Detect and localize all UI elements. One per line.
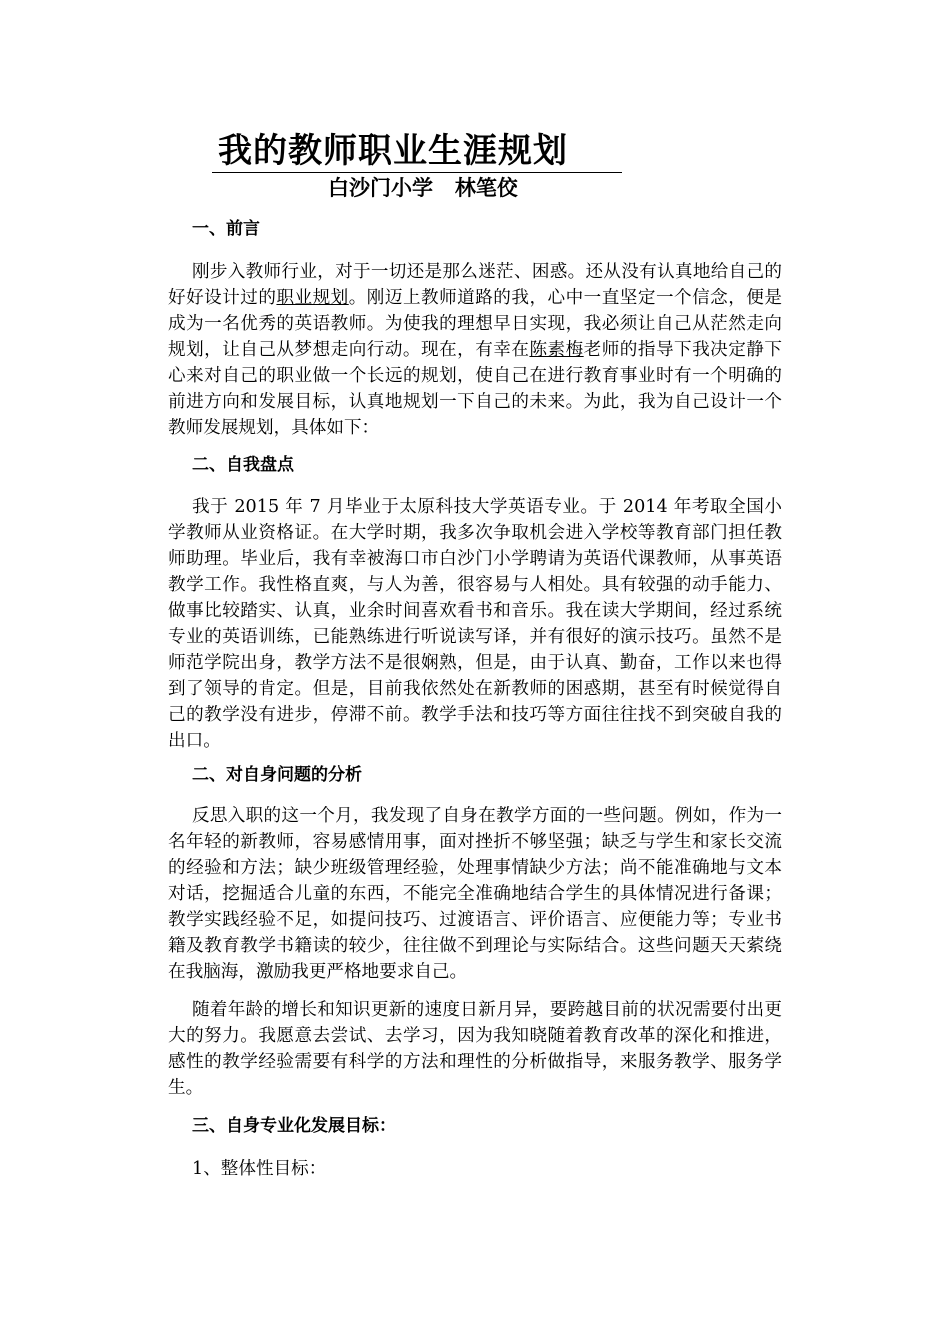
mentor-name-link[interactable]: 陈素梅 — [529, 340, 584, 360]
preface-text-part3: 老师的指导下我决定静下心来对自己的职业做一个长远的规划，使自己在进行教育事业时有一个明确的前进方向和发展目标，认真地规划一下自己的未来。为此，我为自己设计一个教师发展规划，具体如下： — [168, 340, 782, 438]
overall-goal-item: 1、整体性目标： — [192, 1159, 327, 1179]
problem-analysis-paragraph-2: 随着年龄的增长和知识更新的速度日新月异，要跨越目前的状况需要付出更大的努力。我愿意去尝试、去学习，因为我知晓随着教育改革的深化和推进，感性的教学经验需要有科学的方法和理性的分析做指导，来服务教学、服务学生。 — [168, 1000, 782, 1098]
preface-text-part1: 刚步入教师行业，对于一切还是那么迷茫、困惑。还从没有认真地给自己的好好设计过的 — [168, 262, 782, 308]
section-heading-development-goals: 三、自身专业化发展目标： — [192, 1116, 396, 1136]
section-heading-problem-analysis: 二、对自身问题的分析 — [192, 765, 362, 785]
section-heading-self-inventory: 二、自我盘点 — [192, 455, 294, 475]
self-inventory-paragraph: 我于 2015 年 7 月毕业于太原科技大学英语专业。于 2014 年考取全国小学教师从业资格证。在大学时期，我多次争取机会进入学校等教育部门担任教师助理。毕业后，我有幸被海口市白沙门小学聘请为英语代课教师，从事英语教学工作。我性格直爽，与人为善，很容易与人相处。具有较强的动手能力、做事比较踏实、认真，业余时间喜欢看书和音乐。我在读大学期间，经过系统专业的英语训练，已能熟练进行听说读写译，并有很好的演示技巧。虽然不是师范学院出身，教学方法不是很娴熟，但是，由于认真、勤奋，工作以来也得到了领导的肯定。但是，目前我依然处在新教师的困惑期，甚至有时候觉得自己的教学没有进步，停滞不前。教学手法和技巧等方面往往找不到突破自我的出口。 — [168, 497, 782, 751]
section-heading-preface: 一、前言 — [192, 219, 260, 239]
preface-paragraph — [168, 259, 782, 441]
problem-analysis-paragraph-1: 反思入职的这一个月，我发现了自身在教学方面的一些问题。例如，作为一名年轻的新教师，容易感情用事，面对挫折不够坚强；缺乏与学生和家长交流的经验和方法；缺少班级管理经验，处理事情缺少方法；尚不能准确地与文本对话，挖掘适合儿童的东西，不能完全准确地结合学生的具体情况进行备课；教学实践经验不足，如提问技巧、过渡语言、评价语言、应便能力等；专业书籍及教育教学书籍读的较少，往往做不到理论与实际结合。这些问题天天萦绕在我脑海，激励我更严格地要求自己。 — [168, 806, 782, 982]
career-planning-link[interactable]: 职业规划 — [276, 288, 349, 308]
preface-text-part2: 。刚迈上教师道路的我，心中一直坚定一个信念，便是成为一名优秀的英语教师。为使我的理想早日实现，我必须让自己从茫然走向规划，让自己从梦想走向行动。现在，有幸在 — [168, 288, 782, 360]
document-title: 我的教师职业生涯规划 — [212, 130, 622, 173]
document-subtitle: 白沙门小学 林笔佼 — [328, 175, 518, 200]
